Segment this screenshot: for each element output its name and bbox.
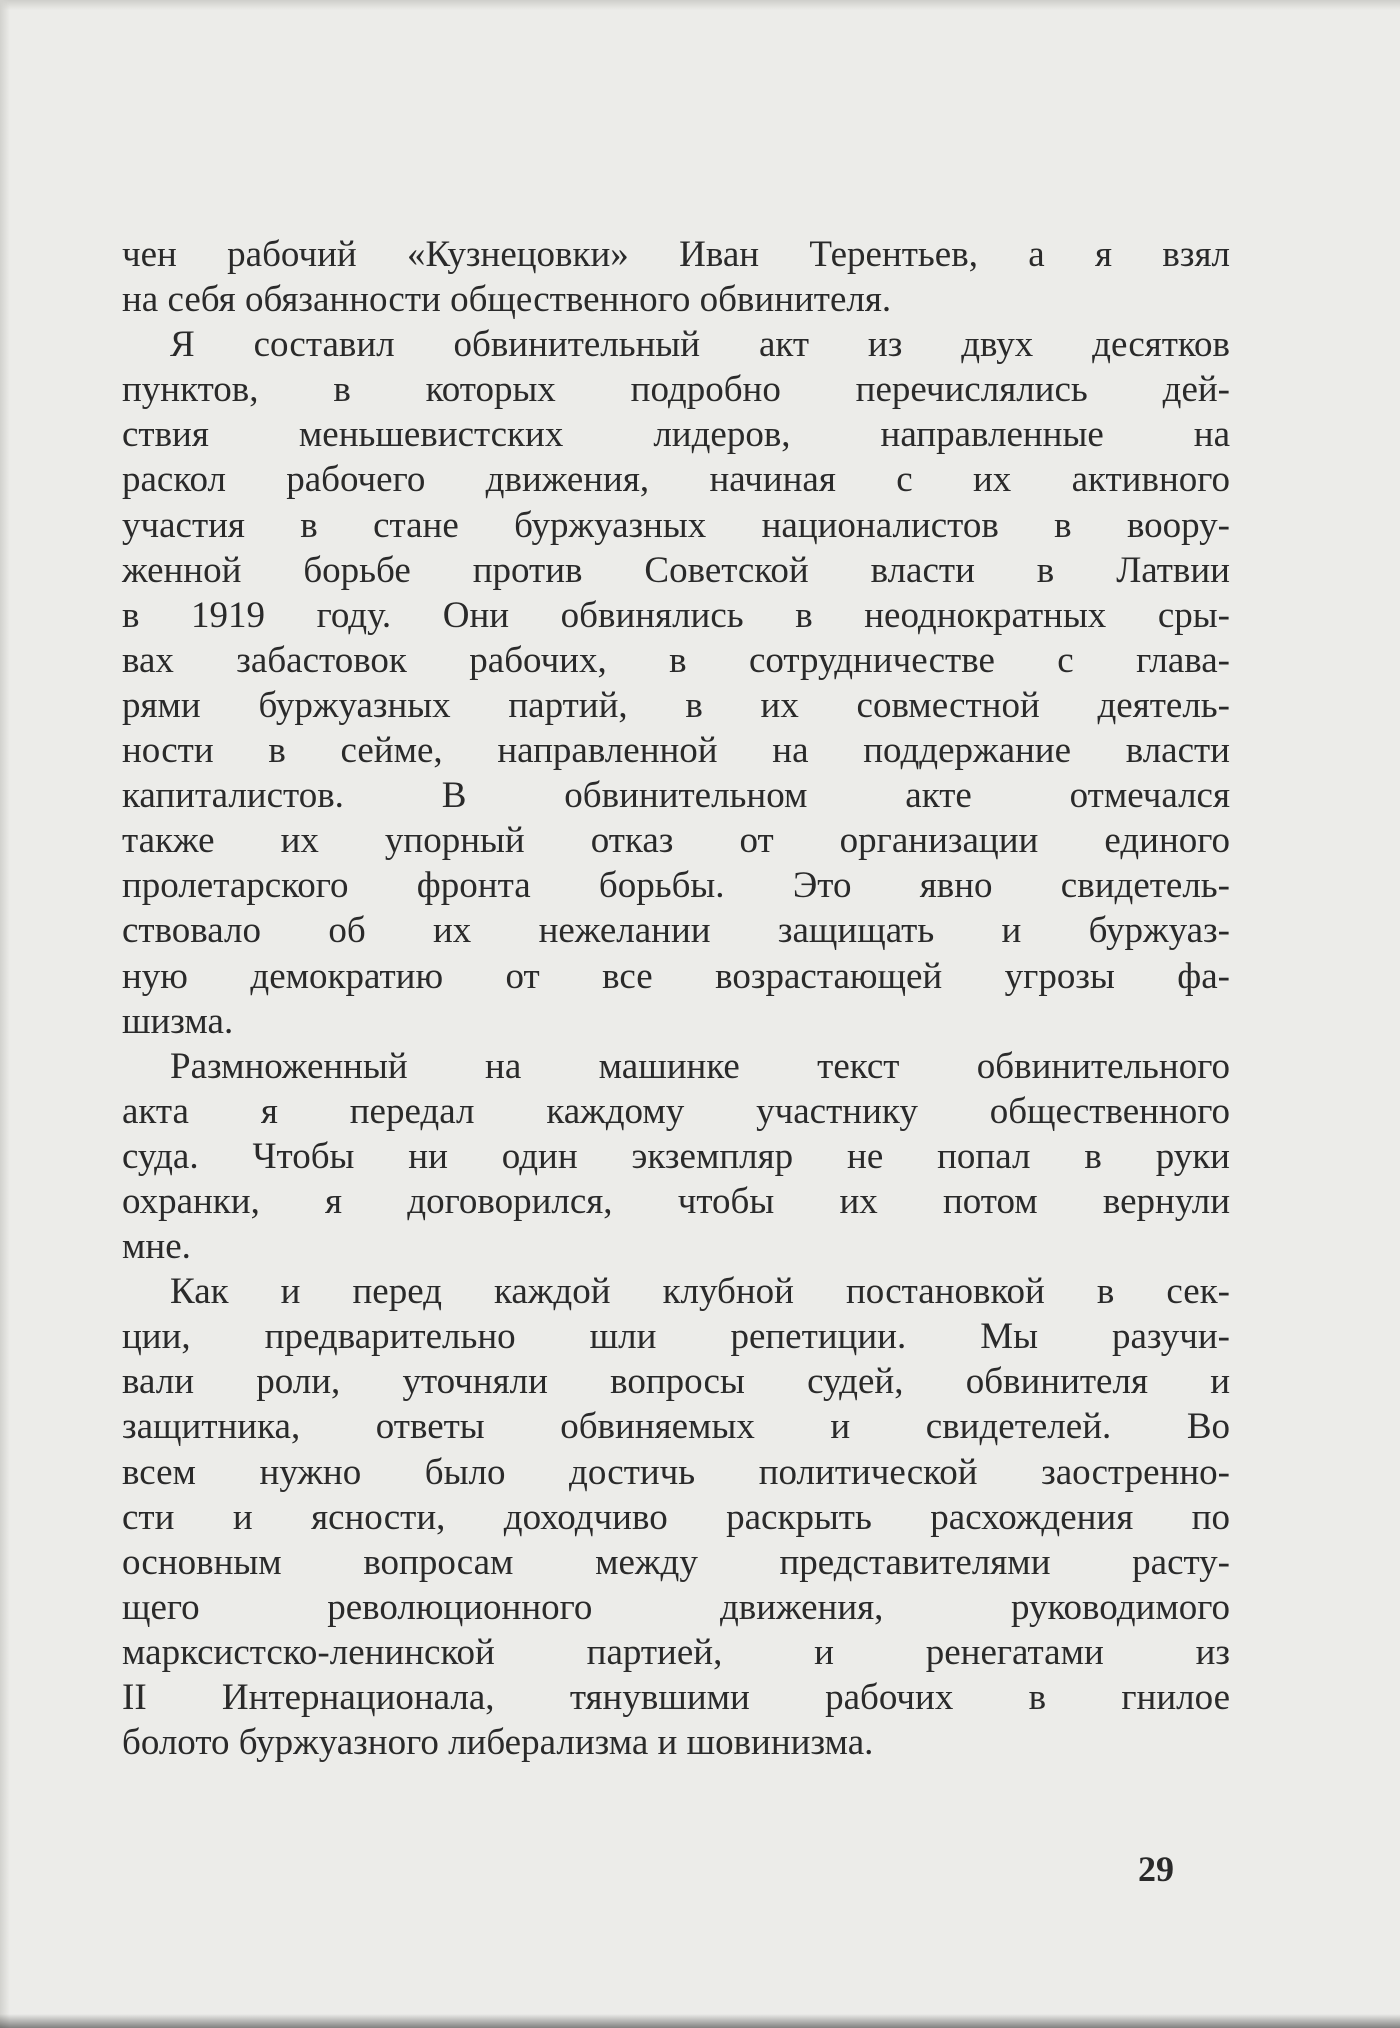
- text-line: капиталистов. В обвинительном акте отмечался: [122, 775, 1230, 817]
- text-line: защитника, ответы обвиняемых и свидетелей. Во: [122, 1406, 1230, 1448]
- page-number: 29: [1138, 1849, 1174, 1889]
- text-line: на себя обязанности общественного обвинителя.: [122, 279, 892, 321]
- text-line: ную демократию от все возрастающей угрозы фа-: [122, 955, 1230, 997]
- text-line: ствия меньшевистских лидеров, направленные на: [122, 414, 1230, 456]
- text-line: мне.: [122, 1226, 191, 1268]
- text-line: болото буржуазного либерализма и шовинизма.: [122, 1722, 874, 1764]
- text-line: II Интернационала, тянувшими рабочих в гнилое: [122, 1677, 1230, 1718]
- text-line: шизма.: [122, 1000, 234, 1042]
- text-line: чен рабочий «Кузнецовки» Иван Терентьев, а я взял: [122, 234, 1230, 275]
- text-line: акта я передал каждому участнику общественного: [122, 1090, 1230, 1132]
- text-line: охранки, я договорился, чтобы их потом вернули: [122, 1180, 1230, 1222]
- text-line: ствовало об их нежелании защищать и буржуаз-: [122, 910, 1230, 952]
- text-line: сти и ясности, доходчиво раскрыть расхождения по: [122, 1496, 1230, 1538]
- scan-edge-left: [0, 0, 10, 2028]
- text-line: Как и перед каждой клубной постановкой в сек-: [170, 1271, 1230, 1313]
- text-line: Размноженный на машинке текст обвинительного: [170, 1045, 1230, 1087]
- text-line: также их упорный отказ от организации единого: [122, 820, 1230, 862]
- text-line: щего революционного движения, руководимого: [122, 1586, 1230, 1628]
- text-line: ции, предварительно шли репетиции. Мы разучи-: [122, 1316, 1230, 1358]
- text-line: Я составил обвинительный акт из двух десятков: [170, 324, 1230, 366]
- body-text: [122, 232, 1230, 1765]
- text-line: вах забастовок рабочих, в сотрудничестве с глава-: [122, 639, 1230, 681]
- text-line: рями буржуазных партий, в их совместной деятель-: [122, 684, 1230, 726]
- text-line: в 1919 году. Они обвинялись в неоднократных сры-: [122, 594, 1230, 636]
- text-line: женной борьбе против Советской власти в Латвии: [122, 549, 1230, 591]
- text-line: всем нужно было достичь политической заостренно-: [122, 1451, 1230, 1493]
- text-line: раскол рабочего движения, начиная с их активного: [122, 459, 1230, 501]
- text-line: пунктов, в которых подробно перечислялись дей-: [122, 369, 1230, 411]
- text-line: ности в сейме, направленной на поддержание власти: [122, 730, 1230, 772]
- text-line: вали роли, уточняли вопросы судей, обвинителя и: [122, 1361, 1230, 1403]
- text-line: марксистско-ленинской партией, и ренегатами из: [122, 1631, 1230, 1673]
- scan-edge-top: [0, 0, 1400, 10]
- scan-edge-bottom: [0, 2014, 1400, 2028]
- text-line: пролетарского фронта борьбы. Это явно свидетель-: [122, 865, 1230, 907]
- text-line: суда. Чтобы ни один экземпляр не попал в руки: [122, 1135, 1230, 1177]
- text-line: участия в стане буржуазных националистов в воору-: [122, 504, 1230, 546]
- text-line: основным вопросам между представителями расту-: [122, 1541, 1230, 1583]
